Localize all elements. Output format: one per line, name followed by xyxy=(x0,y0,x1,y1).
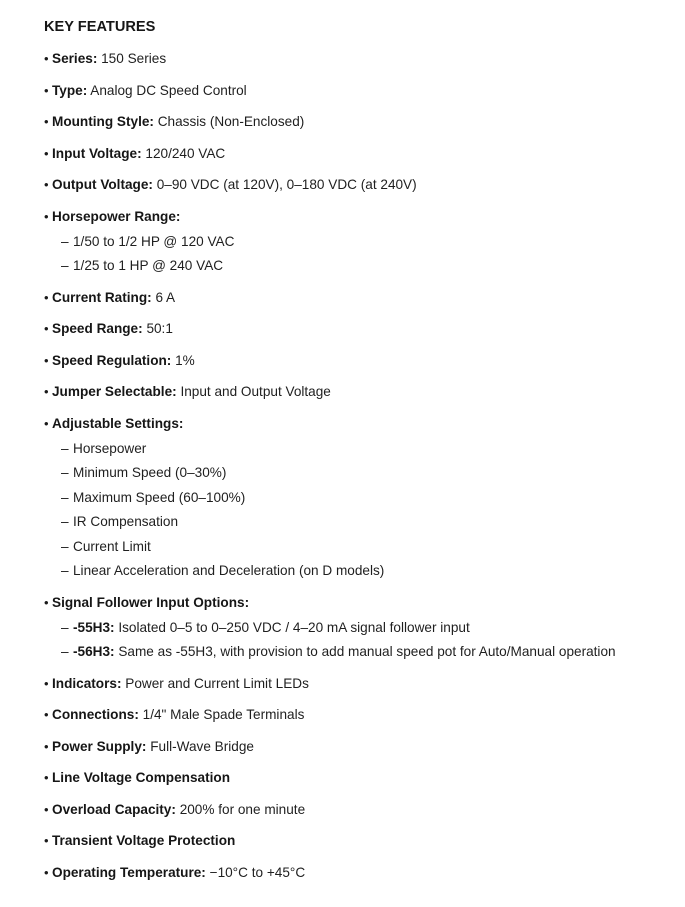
feature-item xyxy=(44,49,677,69)
dash-icon: – xyxy=(61,538,69,554)
bullet-icon: • xyxy=(44,801,49,817)
feature-item xyxy=(44,831,677,851)
sub-item xyxy=(44,488,677,508)
dash-icon: – xyxy=(61,514,69,529)
feature-item xyxy=(44,112,677,132)
sub-item-label: -56H3: xyxy=(73,644,115,659)
feature-item xyxy=(44,81,677,101)
sub-item xyxy=(44,561,677,581)
bullet-icon: • xyxy=(44,208,49,224)
bullet-icon: • xyxy=(44,82,49,98)
sub-item xyxy=(44,642,677,662)
bullet-icon: • xyxy=(44,352,49,368)
feature-item xyxy=(44,288,677,308)
feature-label: Transient Voltage Protection xyxy=(52,833,236,848)
feature-value: 120/240 VAC xyxy=(145,145,226,161)
sub-item-text: Minimum Speed (0–30%) xyxy=(73,465,227,480)
feature-item xyxy=(44,705,677,725)
feature-item xyxy=(44,863,677,883)
feature-label: Speed Regulation: xyxy=(52,352,172,368)
features-list xyxy=(44,49,677,883)
dash-icon: – xyxy=(61,258,69,273)
feature-value: 150 Series xyxy=(101,51,167,66)
feature-label: Input Voltage: xyxy=(52,145,142,161)
feature-label: Connections: xyxy=(52,707,139,722)
bullet-icon: • xyxy=(44,384,49,399)
sub-list xyxy=(44,232,677,277)
sub-list xyxy=(44,618,677,663)
bullet-icon: • xyxy=(44,864,49,880)
feature-label: Speed Range: xyxy=(52,321,143,336)
feature-item xyxy=(44,351,677,371)
feature-item xyxy=(44,382,677,402)
bullet-icon: • xyxy=(44,51,49,66)
sub-item xyxy=(44,463,677,483)
feature-label: Jumper Selectable: xyxy=(52,384,177,399)
feature-label: Signal Follower Input Options: xyxy=(52,594,250,610)
feature-value: Power and Current Limit LEDs xyxy=(125,675,309,691)
feature-label: Series: xyxy=(52,51,98,66)
dash-icon: – xyxy=(61,233,69,249)
dash-icon: – xyxy=(61,644,69,659)
feature-item xyxy=(44,800,677,820)
bullet-icon: • xyxy=(44,321,49,336)
bullet-icon: • xyxy=(44,707,49,722)
sub-item xyxy=(44,537,677,557)
feature-label: Line Voltage Compensation xyxy=(52,770,230,785)
bullet-icon: • xyxy=(44,415,49,431)
feature-value: 1% xyxy=(175,352,195,368)
sub-item-text: IR Compensation xyxy=(73,514,179,529)
feature-value: 1/4" Male Spade Terminals xyxy=(142,707,305,722)
bullet-icon: • xyxy=(44,114,49,129)
feature-value: Input and Output Voltage xyxy=(180,384,331,399)
feature-item xyxy=(44,207,677,277)
feature-label: Adjustable Settings: xyxy=(52,415,184,431)
dash-icon: – xyxy=(61,563,69,578)
sub-item-text: 1/50 to 1/2 HP @ 120 VAC xyxy=(73,233,235,249)
sub-item-text: Maximum Speed (60–100%) xyxy=(73,489,246,505)
dash-icon: – xyxy=(61,489,69,505)
feature-item xyxy=(44,674,677,694)
sub-item-text: 1/25 to 1 HP @ 240 VAC xyxy=(73,258,224,273)
dash-icon: – xyxy=(61,619,69,635)
feature-value: Analog DC Speed Control xyxy=(90,82,247,98)
feature-item xyxy=(44,414,677,582)
feature-item xyxy=(44,593,677,663)
sub-item xyxy=(44,439,677,459)
page-title: KEY FEATURES xyxy=(44,19,156,35)
bullet-icon: • xyxy=(44,675,49,691)
feature-item xyxy=(44,175,677,195)
feature-label: Mounting Style: xyxy=(52,114,154,129)
sub-item-text: Same as -55H3, with provision to add manual speed pot for Auto/Manual operation xyxy=(118,644,616,659)
feature-label: Indicators: xyxy=(52,675,122,691)
bullet-icon: • xyxy=(44,770,49,785)
feature-label: Power Supply: xyxy=(52,738,147,754)
bullet-icon: • xyxy=(44,833,49,848)
bullet-icon: • xyxy=(44,177,49,192)
feature-label: Output Voltage: xyxy=(52,177,153,192)
sub-item xyxy=(44,618,677,638)
feature-label: Overload Capacity: xyxy=(52,801,176,817)
sub-item xyxy=(44,256,677,276)
sub-item-text: Linear Acceleration and Deceleration (on D models) xyxy=(73,563,385,578)
feature-value: Chassis (Non-Enclosed) xyxy=(157,114,305,129)
feature-label: Operating Temperature: xyxy=(52,864,206,880)
feature-label: Horsepower Range: xyxy=(52,208,181,224)
dash-icon: – xyxy=(61,440,69,456)
feature-value: 50:1 xyxy=(146,321,173,336)
feature-value: −10°C to +45°C xyxy=(209,864,306,880)
sub-item-text: Horsepower xyxy=(73,440,147,456)
feature-item xyxy=(44,768,677,788)
feature-value: 6 A xyxy=(155,289,176,305)
feature-label: Current Rating: xyxy=(52,289,152,305)
bullet-icon: • xyxy=(44,289,49,305)
feature-value: Full-Wave Bridge xyxy=(150,738,254,754)
dash-icon: – xyxy=(61,465,69,480)
feature-item xyxy=(44,144,677,164)
sub-item-label: -55H3: xyxy=(73,619,115,635)
sub-item xyxy=(44,512,677,532)
feature-label: Type: xyxy=(52,82,88,98)
feature-value: 0–90 VDC (at 120V), 0–180 VDC (at 240V) xyxy=(156,177,417,192)
sub-item xyxy=(44,232,677,252)
bullet-icon: • xyxy=(44,738,49,754)
sub-item-text: Isolated 0–5 to 0–250 VDC / 4–20 mA signal follower input xyxy=(118,619,470,635)
bullet-icon: • xyxy=(44,145,49,161)
bullet-icon: • xyxy=(44,594,49,610)
sub-item-text: Current Limit xyxy=(73,538,151,554)
sub-list xyxy=(44,439,677,582)
feature-item xyxy=(44,319,677,339)
feature-item xyxy=(44,737,677,757)
feature-value: 200% for one minute xyxy=(179,801,306,817)
